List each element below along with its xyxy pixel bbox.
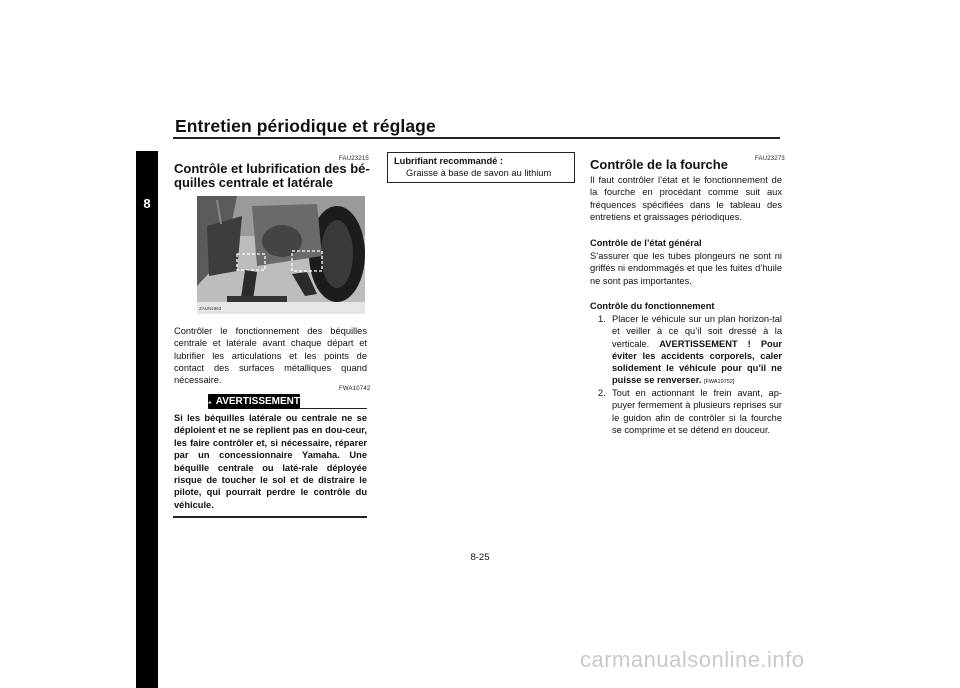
section-heading-line2: quilles centrale et latérale	[174, 176, 333, 190]
warning-label: AVERTISSEMENT	[216, 396, 300, 407]
watermark: carmanualsonline.info	[580, 647, 805, 673]
fork-section-code: FAU23273	[755, 156, 785, 162]
section-code: FAU23215	[339, 156, 369, 162]
function-check-heading: Contrôle du fonctionnement	[590, 300, 714, 312]
header-rule	[173, 137, 780, 139]
warning-rule-top	[300, 408, 367, 409]
warning-badge	[208, 394, 300, 409]
page-header-title: Entretien périodique et réglage	[175, 116, 436, 137]
step-1-warning: AVERTISSEMENT ! Pour éviter les accidents corporels, caler solidement le véhicule pour qu’il ne puisse se renverser.	[612, 339, 782, 386]
general-check-text: S’assurer que les tubes plongeurs ne sont ni griffés ni endommagés et que les fuites d’huile ne sont pas importantes.	[590, 250, 782, 287]
warning-text: Si les béquilles latérale ou centrale ne se déploient et ne se replient pas en dou-ceur, les faire contrôler et, si nécessaire, réparer par un concessionnaire Yamaha. Une béquille centrale ou laté-rale déployée risque de toucher le sol et de distraire le pilote, qui pourrait perdre le contrôle du véhicule.	[174, 412, 367, 511]
scooter-stand-illustration	[197, 196, 365, 314]
fork-heading: Contrôle de la fourche	[590, 158, 728, 172]
photo-code: ZAUN1963	[199, 306, 221, 311]
section-heading-line1: Contrôle et lubrification des bé-	[174, 162, 370, 176]
step-1-code: [FWA10752]	[704, 379, 734, 385]
step-1	[590, 313, 782, 389]
step-2-text: Tout en actionnant le frein avant, ap-puyer fermement à plusieurs reprises sur le guidon afin de contrôler si la fourche se comprime et se détend en douceur.	[612, 387, 782, 436]
lubricant-title: Lubrifiant recommandé :	[394, 156, 568, 167]
sidestand-photo	[197, 196, 365, 314]
chapter-tab	[136, 151, 158, 688]
lubricant-box	[387, 152, 575, 183]
warning-code: FWA10742	[339, 386, 370, 392]
warning-triangle-icon	[208, 397, 212, 407]
step-1-text: Placer le véhicule sur un plan horizon-tal et veiller à ce qu’il soit dressé à la verticale.	[612, 314, 782, 349]
step-2	[590, 387, 782, 436]
lubricant-value: Graisse à base de savon au lithium	[394, 167, 568, 179]
page-number: 8-25	[0, 552, 960, 563]
warning-rule-bottom	[173, 516, 367, 518]
general-check-heading: Contrôle de l’état général	[590, 237, 702, 249]
fork-intro: Il faut contrôler l’état et le fonctionnement de la fourche en procédant comme suit aux fréquences spécifiées dans le tableau des entretiens et graissages périodiques.	[590, 174, 782, 223]
chapter-number: 8	[136, 196, 158, 211]
step-1-number: 1.	[598, 313, 606, 325]
step-2-number: 2.	[598, 387, 606, 399]
stand-paragraph: Contrôler le fonctionnement des béquilles centrale et latérale avant chaque départ et lubrifier les articulations et les points de contact des surfaces métalliques quand nécessaire.	[174, 325, 367, 386]
